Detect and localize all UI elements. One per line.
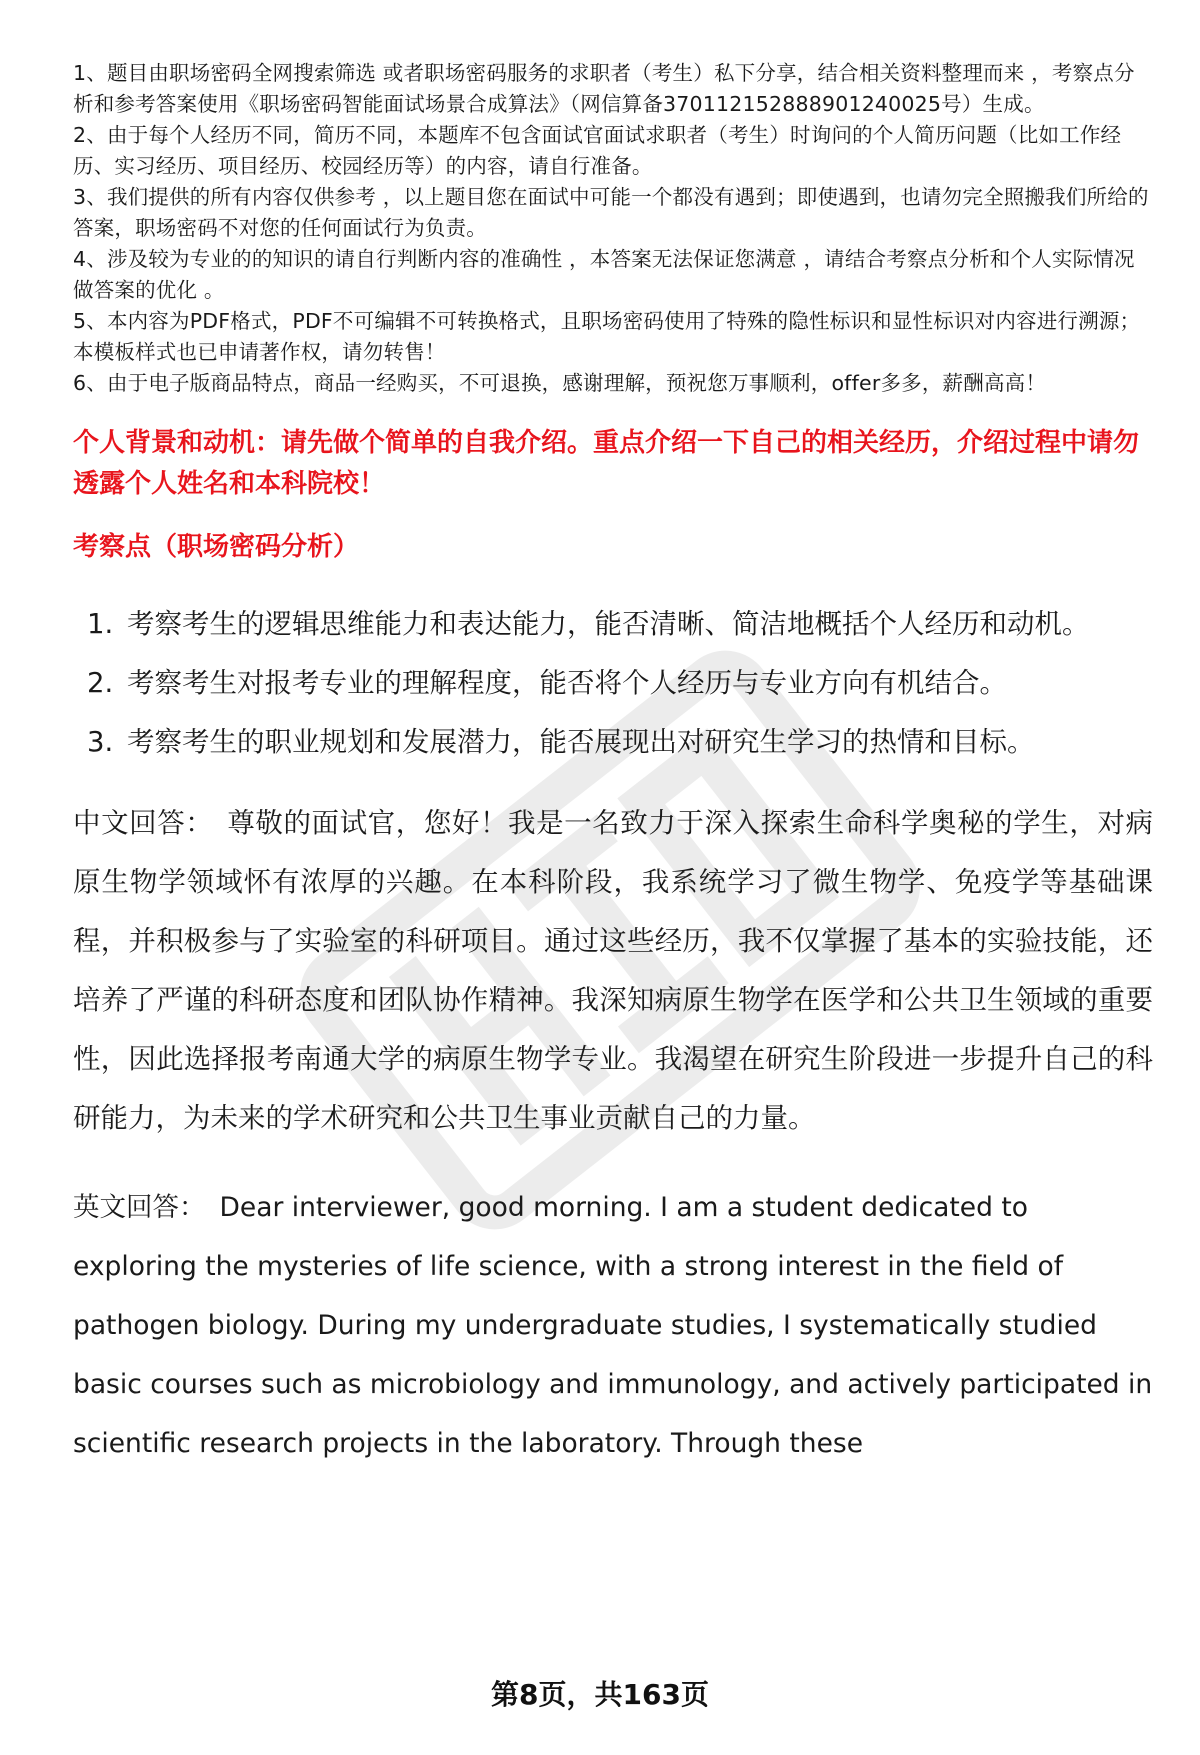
document-page	[73, 58, 1153, 1473]
interview-question: 个人背景和动机：请先做个简单的自我介绍。重点介绍一下自己的相关经历，介绍过程中请勿透露个人姓名和本科院校！	[73, 428, 1140, 499]
disclaimer-item: 3、我们提供的所有内容仅供参考 ，以上题目您在面试中可能一个都没有遇到；即使遇到，也请勿完全照搬我们所给的答案，职场密码不对您的任何面试行为负责。	[73, 185, 1149, 240]
analysis-point	[73, 654, 1153, 713]
point-text: 考察考生的职业规划和发展潜力，能否展现出对研究生学习的热情和目标。	[127, 726, 1035, 758]
chinese-answer	[73, 794, 1153, 1148]
disclaimer-item: 4、涉及较为专业的的知识的请自行判断内容的准确性 ，本答案无法保证您满意 ，请结合考察点分析和个人实际情况做答案的优化 。	[73, 247, 1135, 302]
point-number: 3.	[87, 726, 114, 758]
point-text: 考察考生对报考专业的理解程度，能否将个人经历与专业方向有机结合。	[127, 667, 1007, 699]
chinese-answer-text: 尊敬的面试官，您好！我是一名致力于深入探索生命科学奥秘的学生，对病原生物学领域怀有浓厚的兴趣。在本科阶段，我系统学习了微生物学、免疫学等基础课程，并积极参与了实验室的科研项目。通过这些经历，我不仅掌握了基本的实验技能，还培养了严谨的科研态度和团队协作精神。我深知病原生物学在医学和公共卫生领域的重要性，因此选择报考南通大学的病原生物学专业。我渴望在研究生阶段进一步提升自己的科研能力，为未来的学术研究和公共卫生事业贡献自己的力量。	[73, 807, 1154, 1134]
english-answer	[73, 1178, 1153, 1473]
analysis-title: 考察点（职场密码分析）	[73, 532, 360, 562]
page-number-footer: 第8页，共163页	[491, 1678, 709, 1711]
disclaimer-item: 6、由于电子版商品特点，商品一经购买，不可退换，感谢理解，预祝您万事顺利，offer多多，薪酬高高！	[73, 371, 1047, 395]
analysis-point	[73, 595, 1153, 654]
point-number: 1.	[87, 608, 114, 640]
chinese-answer-label: 中文回答：	[73, 807, 214, 839]
english-answer-label: 英文回答：	[73, 1192, 206, 1223]
disclaimer-item: 1、题目由职场密码全网搜索筛选 或者职场密码服务的求职者（考生）私下分享，结合相关资料整理而来 ，考察点分析和参考答案使用《职场密码智能面试场景合成算法》（网信算备370112152888901240025号）生成。	[73, 61, 1135, 116]
disclaimer-item: 2、由于每个人经历不同，简历不同，本题库不包含面试官面试求职者（考生）时询问的个人简历问题（比如工作经历、实习经历、项目经历、校园经历等）的内容，请自行准备。	[73, 123, 1122, 178]
disclaimer-block	[73, 58, 1153, 399]
analysis-point	[73, 713, 1153, 772]
point-number: 2.	[87, 667, 114, 699]
english-answer-text: Dear interviewer, good morning. I am a student dedicated to exploring the mysteries of life science, with a strong interest in the field of pathogen biology. During my undergraduate studies, I systematically studied basic courses such as microbiology and immunology, and actively participated in scientific research projects in the laboratory. Through these	[73, 1192, 1153, 1459]
disclaimer-item: 5、本内容为PDF格式，PDF不可编辑不可转换格式，且职场密码使用了特殊的隐性标识和显性标识对内容进行溯源；本模板样式也已申请著作权，请勿转售！	[73, 309, 1141, 364]
point-text: 考察考生的逻辑思维能力和表达能力，能否清晰、简洁地概括个人经历和动机。	[127, 608, 1090, 640]
analysis-points-list	[73, 595, 1153, 772]
